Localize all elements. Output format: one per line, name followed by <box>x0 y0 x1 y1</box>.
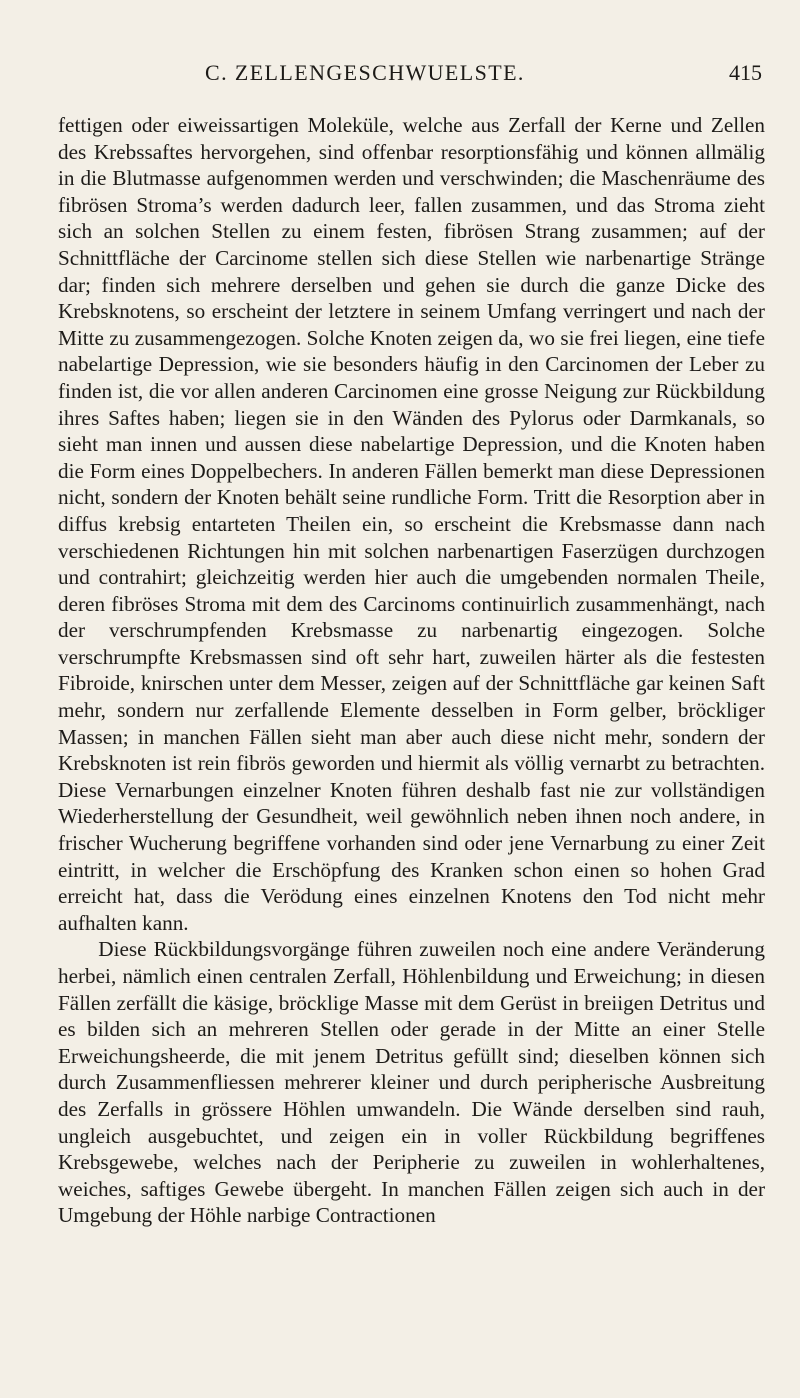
running-head <box>0 60 800 88</box>
chapter-heading: C. ZELLENGESCHWUELSTE. <box>205 60 525 85</box>
body-text <box>58 112 765 1229</box>
paragraph-resorption: fettigen oder eiweissartigen Moleküle, welche aus Zerfall der Kerne und Zellen des Krebssaftes hervorgehen, sind offenbar resorptionsfähig und können allmälig in die Blutmasse aufgenommen werden und verschwinden; die Maschenräume des fibrösen Stroma’s werden dadurch leer, fallen zusammen, und das Stroma zieht sich an solchen Stellen zu einem festen, fibrösen Strang zusammen; auf der Schnittfläche der Carcinome stellen sich diese Stellen wie narbenartige Stränge dar; finden sich mehrere derselben und gehen sie durch die ganze Dicke des Krebsknotens, so erscheint der letztere in seinem Umfang verringert und nach der Mitte zu zusammengezogen. Solche Knoten zeigen da, wo sie frei liegen, eine tiefe nabelartige Depression, wie sie besonders häufig in den Carcinomen der Leber zu finden ist, die vor allen anderen Carcinomen eine grosse Neigung zur Rückbildung ihres Saftes haben; liegen sie in den Wänden des Pylorus oder Darmkanals, so sieht man innen und aussen diese nabelartige Depression, und die Knoten haben die Form eines Doppelbechers. In anderen Fällen bemerkt man diese Depressionen nicht, sondern der Knoten behält seine rundliche Form. Tritt die Resorption aber in diffus krebsig entarteten Theilen ein, so erscheint die Krebsmasse dann nach verschiedenen Richtungen hin mit solchen narbenartigen Faserzügen durchzogen und contrahirt; gleichzeitig werden hier auch die umgebenden normalen Theile, deren fibröses Stroma mit dem des Carcinoms continuirlich zusammenhängt, nach der verschrumpfenden Krebsmasse zu narbenartig eingezogen. Solche verschrumpfte Krebsmassen sind oft sehr hart, zuweilen härter als die festesten Fibroide, knirschen unter dem Messer, zeigen auf der Schnittfläche gar keinen Saft mehr, sondern nur zerfallende Elemente desselben in Form gelber, bröckliger Massen; in manchen Fällen sieht man aber auch diese nicht mehr, sondern der Krebsknoten ist rein fibrös geworden und hiermit als völlig vernarbt zu betrachten. Diese Vernarbungen einzelner Knoten führen deshalb fast nie zur vollständigen Wiederherstellung der Gesundheit, weil gewöhnlich neben ihnen noch andere, in frischer Wucherung begriffene vorhanden sind oder jene Vernarbung zu einer Zeit eintritt, in welcher die Erschöpfung des Kranken schon einen so hohen Grad erreicht hat, dass die Verödung eines einzelnen Knotens den Tod nicht mehr aufhalten kann. <box>58 113 765 935</box>
paragraph-central-decay: Diese Rückbildungsvorgänge führen zuweilen noch eine andere Veränderung herbei, nämlich einen centralen Zerfall, Höhlenbildung und Erweichung; in diesen Fällen zerfällt die käsige, bröcklige Masse mit dem Gerüst in breiigen Detritus und es bilden sich an mehreren Stellen oder gerade in der Mitte an einer Stelle Erweichungsheerde, die mit jenem Detritus gefüllt sind; dieselben können sich durch Zusammenfliessen mehrerer kleiner und durch peripherische Ausbreitung des Zerfalls in grössere Höhlen umwandeln. Die Wände derselben sind rauh, ungleich ausgebuchtet, und zeigen ein in voller Rückbildung begriffenes Krebsgewebe, welches nach der Peripherie zu zuweilen in wohlerhaltenes, weiches, saftiges Gewebe übergeht. In manchen Fällen zeigen sich auch in der Umgebung der Höhle narbige Contractionen <box>58 937 765 1228</box>
page-number: 415 <box>729 60 762 85</box>
